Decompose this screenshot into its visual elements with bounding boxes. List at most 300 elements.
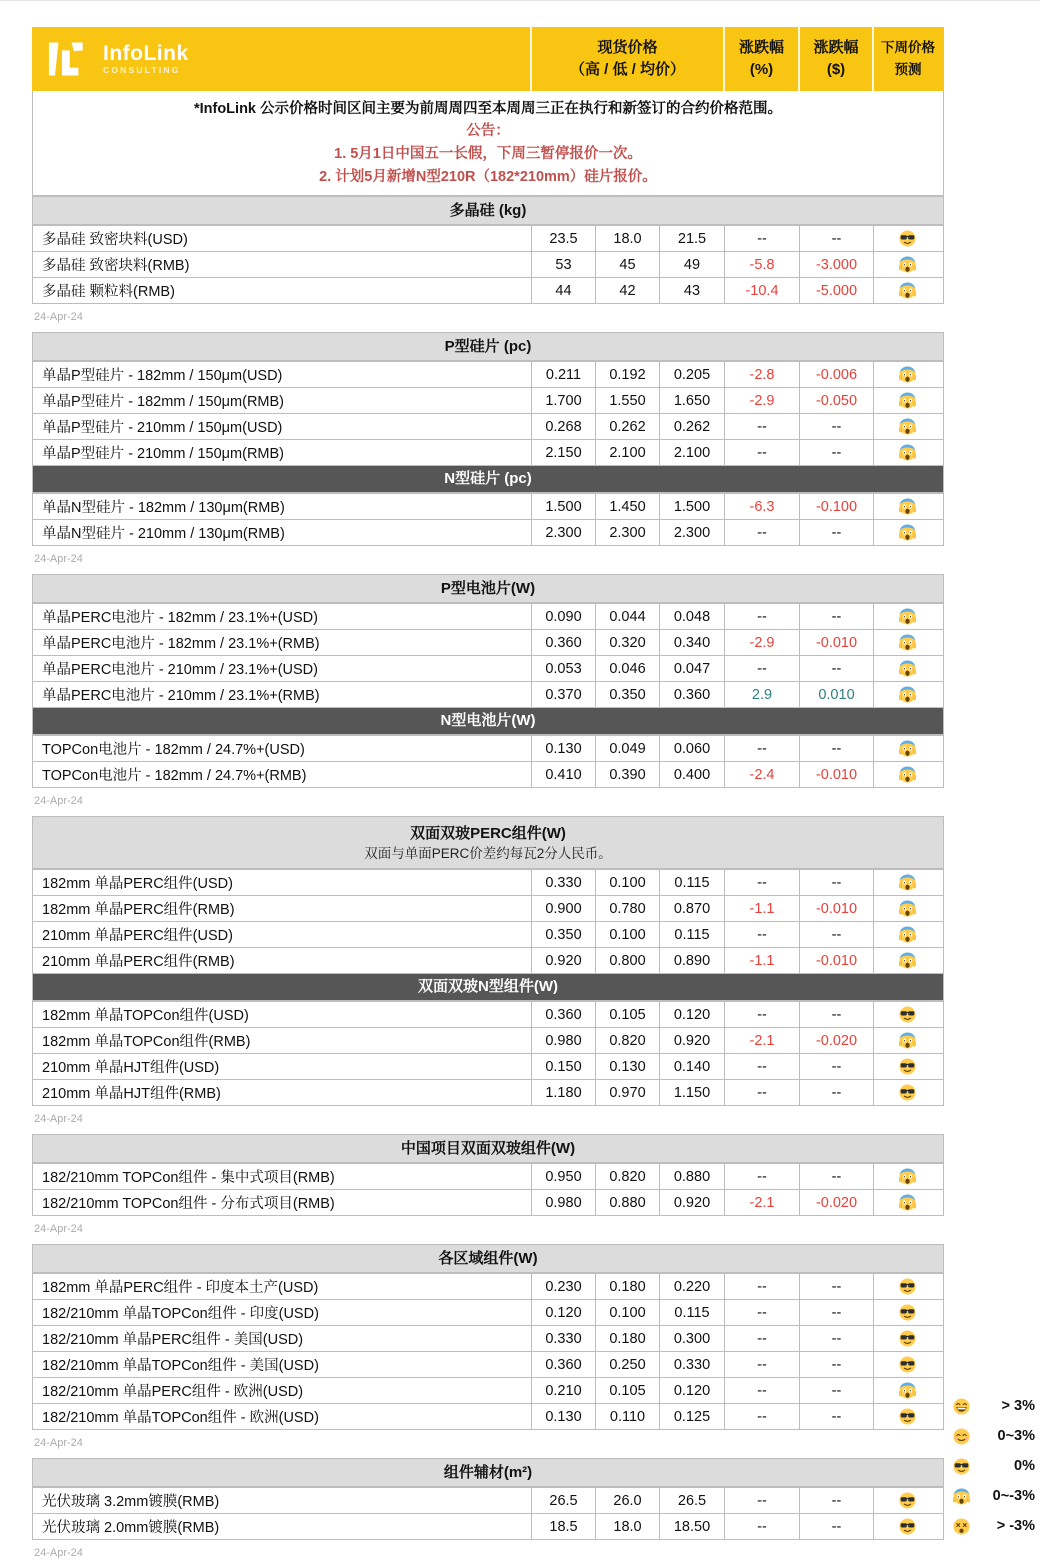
column-header-change-percent xyxy=(723,27,798,91)
emoji-scream-icon xyxy=(899,282,916,299)
brand-header-cell xyxy=(32,27,530,91)
change-usd: -5.000 xyxy=(799,278,873,303)
section-header xyxy=(33,465,943,493)
price-table-group xyxy=(32,1244,944,1430)
legend-label: 0% xyxy=(1014,1458,1035,1474)
date-stamp: 24-Apr-24 xyxy=(34,1437,83,1449)
forecast-cell xyxy=(873,1190,941,1215)
price-average: 0.330 xyxy=(659,1352,724,1377)
forecast-cell xyxy=(873,1326,941,1351)
announcement-item-2: 2. 计划5月新增N型210R（182*210mm）硅片报价。 xyxy=(319,169,657,185)
change-usd: -0.010 xyxy=(799,762,873,787)
price-high: 0.211 xyxy=(531,362,595,387)
change-percent: -- xyxy=(724,1378,799,1403)
section-header xyxy=(33,973,943,1001)
table-row xyxy=(33,225,943,251)
change-usd: -0.100 xyxy=(799,494,873,519)
section-header xyxy=(33,1135,943,1163)
emoji-scream-icon xyxy=(899,444,916,461)
change-percent: -- xyxy=(724,1514,799,1539)
forecast-cell xyxy=(873,682,941,707)
section-subtitle: 双面与单面PERC价差约每瓦2分人民币。 xyxy=(364,846,612,861)
row-label: 多晶硅 致密块料(USD) xyxy=(42,232,188,248)
price-average: 0.340 xyxy=(659,630,724,655)
price-average: 1.500 xyxy=(659,494,724,519)
price-average: 0.120 xyxy=(659,1378,724,1403)
section-title: 各区域组件(W) xyxy=(438,1249,538,1267)
change-usd: -- xyxy=(799,1164,873,1189)
row-label: 单晶P型硅片 - 182mm / 150μm(USD) xyxy=(42,368,283,384)
section-title: 多晶硅 (kg) xyxy=(449,201,527,219)
row-label: 单晶P型硅片 - 210mm / 150μm(USD) xyxy=(42,420,283,436)
price-table-groups xyxy=(32,196,944,1568)
emoji-cool-icon xyxy=(899,1518,916,1535)
change-percent: -- xyxy=(724,520,799,545)
price-average: 0.205 xyxy=(659,362,724,387)
change-percent: -- xyxy=(724,870,799,895)
emoji-dizzy-icon xyxy=(953,1518,970,1535)
legend-label: > -3% xyxy=(996,1518,1035,1534)
table-row xyxy=(33,1487,943,1513)
legend-item xyxy=(953,1391,1035,1421)
row-label: 182/210mm 单晶PERC组件 - 欧洲(USD) xyxy=(42,1384,304,1400)
price-low: 45 xyxy=(595,252,659,277)
price-average: 0.262 xyxy=(659,414,724,439)
table-row xyxy=(33,1351,943,1377)
price-low: 0.110 xyxy=(595,1404,659,1429)
price-high: 0.360 xyxy=(531,1002,595,1027)
change-usd: -- xyxy=(799,1274,873,1299)
row-label: 182mm 单晶TOPCon组件(RMB) xyxy=(42,1034,251,1050)
price-table-group xyxy=(32,574,944,788)
change-usd: -- xyxy=(799,1080,873,1105)
legend-item xyxy=(953,1451,1035,1481)
forecast-cell xyxy=(873,388,941,413)
section-header xyxy=(33,333,943,361)
table-row xyxy=(33,947,943,973)
forecast-cell xyxy=(873,896,941,921)
section-header xyxy=(33,1459,943,1487)
forecast-cell xyxy=(873,1274,941,1299)
change-percent: -2.9 xyxy=(724,388,799,413)
price-average: 1.150 xyxy=(659,1080,724,1105)
price-high: 0.360 xyxy=(531,1352,595,1377)
price-average: 0.047 xyxy=(659,656,724,681)
table-row xyxy=(33,735,943,761)
emoji-cool-icon xyxy=(899,1356,916,1373)
price-average: 0.115 xyxy=(659,922,724,947)
price-low: 42 xyxy=(595,278,659,303)
change-usd-title: 涨跌幅 xyxy=(813,39,859,56)
price-high: 0.150 xyxy=(531,1054,595,1079)
price-low: 2.100 xyxy=(595,440,659,465)
section-title: P型硅片 (pc) xyxy=(444,337,532,355)
table-row xyxy=(33,655,943,681)
emoji-cool-icon xyxy=(899,1058,916,1075)
row-label: 210mm 单晶HJT组件(RMB) xyxy=(42,1086,221,1102)
forecast-cell xyxy=(873,414,941,439)
row-label: 182mm 单晶TOPCon组件(USD) xyxy=(42,1008,249,1024)
emoji-cool-icon xyxy=(953,1458,970,1475)
price-low: 0.780 xyxy=(595,896,659,921)
forecast-cell xyxy=(873,870,941,895)
table-row xyxy=(33,603,943,629)
change-percent: -- xyxy=(724,1054,799,1079)
price-low: 1.450 xyxy=(595,494,659,519)
change-usd: -- xyxy=(799,440,873,465)
price-average: 0.300 xyxy=(659,1326,724,1351)
price-high: 0.980 xyxy=(531,1028,595,1053)
change-percent: -- xyxy=(724,1404,799,1429)
price-low: 0.180 xyxy=(595,1274,659,1299)
price-low: 0.130 xyxy=(595,1054,659,1079)
emoji-scream-icon xyxy=(899,740,916,757)
price-low: 1.550 xyxy=(595,388,659,413)
price-table-sheet xyxy=(32,27,944,1568)
change-usd: 0.010 xyxy=(799,682,873,707)
row-label: 光伏玻璃 3.2mm镀膜(RMB) xyxy=(42,1494,220,1510)
change-usd: -- xyxy=(799,656,873,681)
price-low: 0.320 xyxy=(595,630,659,655)
row-label: 182mm 单晶PERC组件(USD) xyxy=(42,876,233,892)
change-usd: -0.010 xyxy=(799,896,873,921)
table-row xyxy=(33,761,943,787)
price-high: 1.700 xyxy=(531,388,595,413)
spot-price-title: 现货价格 xyxy=(597,39,658,56)
emoji-scream-icon xyxy=(899,874,916,891)
price-average: 0.115 xyxy=(659,870,724,895)
forecast-cell xyxy=(873,604,941,629)
change-percent: -- xyxy=(724,414,799,439)
table-row xyxy=(33,251,943,277)
price-table-group xyxy=(32,816,944,1106)
legend-label: > 3% xyxy=(1001,1398,1035,1414)
announcement-item-1: 1. 5月1日中国五一长假，下周三暂停报价一次。 xyxy=(334,146,642,162)
table-row xyxy=(33,1299,943,1325)
emoji-scream-icon xyxy=(899,498,916,515)
date-stamp: 24-Apr-24 xyxy=(34,1113,83,1125)
price-high: 1.180 xyxy=(531,1080,595,1105)
price-low: 18.0 xyxy=(595,226,659,251)
table-row xyxy=(33,387,943,413)
change-percent: -- xyxy=(724,736,799,761)
emoji-cool-icon xyxy=(899,1304,916,1321)
forecast-cell xyxy=(873,440,941,465)
change-percent: -- xyxy=(724,922,799,947)
price-average: 0.220 xyxy=(659,1274,724,1299)
price-low: 0.044 xyxy=(595,604,659,629)
row-label: 210mm 单晶HJT组件(USD) xyxy=(42,1060,220,1076)
emoji-scream-icon xyxy=(899,418,916,435)
price-low: 2.300 xyxy=(595,520,659,545)
emoji-scream-icon xyxy=(953,1488,970,1505)
price-average: 43 xyxy=(659,278,724,303)
section-header xyxy=(33,817,943,869)
row-label: 182/210mm 单晶PERC组件 - 美国(USD) xyxy=(42,1332,304,1348)
price-average: 0.920 xyxy=(659,1190,724,1215)
section-title: N型硅片 (pc) xyxy=(444,470,532,487)
emoji-scream-icon xyxy=(899,900,916,917)
forecast-cell xyxy=(873,1352,941,1377)
change-usd-subtitle: ($) xyxy=(826,61,846,78)
table-row xyxy=(33,629,943,655)
row-label: 182mm 单晶PERC组件 - 印度本土产(USD) xyxy=(42,1280,319,1296)
row-label: 210mm 单晶PERC组件(RMB) xyxy=(42,954,235,970)
price-high: 44 xyxy=(531,278,595,303)
price-average: 0.140 xyxy=(659,1054,724,1079)
price-high: 0.053 xyxy=(531,656,595,681)
price-low: 0.820 xyxy=(595,1028,659,1053)
forecast-cell xyxy=(873,922,941,947)
section-header xyxy=(33,707,943,735)
forecast-cell xyxy=(873,762,941,787)
change-usd: -0.010 xyxy=(799,630,873,655)
emoji-scream-icon xyxy=(899,608,916,625)
row-label: 单晶N型硅片 - 182mm / 130μm(RMB) xyxy=(42,500,285,516)
date-stamp: 24-Apr-24 xyxy=(34,311,83,323)
forecast-cell xyxy=(873,1378,941,1403)
forecast-cell xyxy=(873,1164,941,1189)
emoji-scream-icon xyxy=(899,766,916,783)
price-low: 18.0 xyxy=(595,1514,659,1539)
table-row xyxy=(33,277,943,303)
row-label: 单晶P型硅片 - 210mm / 150μm(RMB) xyxy=(42,446,284,462)
price-high: 18.5 xyxy=(531,1514,595,1539)
change-percent: -1.1 xyxy=(724,948,799,973)
change-percent: -- xyxy=(724,1164,799,1189)
price-average: 2.300 xyxy=(659,520,724,545)
forecast-cell xyxy=(873,362,941,387)
legend-label: 0~-3% xyxy=(992,1488,1035,1504)
change-percent: -10.4 xyxy=(724,278,799,303)
brand-name: InfoLink xyxy=(103,42,189,65)
price-low: 0.192 xyxy=(595,362,659,387)
change-usd: -- xyxy=(799,520,873,545)
legend-label: 0~3% xyxy=(997,1428,1035,1444)
change-percent: -- xyxy=(724,1326,799,1351)
price-low: 0.390 xyxy=(595,762,659,787)
change-usd: -- xyxy=(799,1378,873,1403)
emoji-scream-icon xyxy=(899,952,916,969)
price-average: 2.100 xyxy=(659,440,724,465)
price-low: 0.820 xyxy=(595,1164,659,1189)
change-usd: -- xyxy=(799,414,873,439)
price-high: 53 xyxy=(531,252,595,277)
price-average: 1.650 xyxy=(659,388,724,413)
price-average: 0.125 xyxy=(659,1404,724,1429)
row-label: 210mm 单晶PERC组件(USD) xyxy=(42,928,233,944)
section-title: P型电池片(W) xyxy=(440,579,536,597)
section-title: 双面双玻N型组件(W) xyxy=(418,978,558,995)
forecast-cell xyxy=(873,1404,941,1429)
legend-item xyxy=(953,1421,1035,1451)
change-usd: -- xyxy=(799,1054,873,1079)
forecast-title: 下周价格 xyxy=(881,40,935,55)
emoji-scream-icon xyxy=(899,366,916,383)
forecast-cell xyxy=(873,656,941,681)
price-high: 0.330 xyxy=(531,1326,595,1351)
change-percent: -1.1 xyxy=(724,896,799,921)
section-title: 双面双玻PERC组件(W) xyxy=(410,825,566,842)
change-percent: -5.8 xyxy=(724,252,799,277)
price-high: 0.120 xyxy=(531,1300,595,1325)
column-header-spot-price xyxy=(530,27,723,91)
table-row xyxy=(33,1273,943,1299)
price-high: 0.370 xyxy=(531,682,595,707)
price-average: 0.890 xyxy=(659,948,724,973)
column-header-change-usd xyxy=(798,27,872,91)
change-percent: -2.1 xyxy=(724,1190,799,1215)
change-percent: -- xyxy=(724,1300,799,1325)
section-header xyxy=(33,197,943,225)
price-low: 26.0 xyxy=(595,1488,659,1513)
table-row xyxy=(33,681,943,707)
forecast-legend xyxy=(953,1391,1035,1541)
table-row xyxy=(33,1513,943,1539)
forecast-cell xyxy=(873,1080,941,1105)
legend-item xyxy=(953,1511,1035,1541)
row-label: 光伏玻璃 2.0mm镀膜(RMB) xyxy=(42,1520,220,1536)
change-percent: -2.1 xyxy=(724,1028,799,1053)
price-average: 0.060 xyxy=(659,736,724,761)
row-label: 单晶PERC电池片 - 182mm / 23.1%+(USD) xyxy=(42,610,318,626)
table-row xyxy=(33,869,943,895)
change-percent: -- xyxy=(724,1274,799,1299)
price-average: 0.360 xyxy=(659,682,724,707)
price-high: 0.230 xyxy=(531,1274,595,1299)
price-average: 26.5 xyxy=(659,1488,724,1513)
change-usd: -- xyxy=(799,604,873,629)
emoji-scream-icon xyxy=(899,660,916,677)
change-percent: -- xyxy=(724,1352,799,1377)
forecast-cell xyxy=(873,252,941,277)
price-high: 0.360 xyxy=(531,630,595,655)
forecast-cell xyxy=(873,520,941,545)
change-usd: -- xyxy=(799,1404,873,1429)
row-label: 182/210mm TOPCon组件 - 集中式项目(RMB) xyxy=(42,1170,335,1186)
change-percent: -- xyxy=(724,1002,799,1027)
forecast-cell xyxy=(873,1054,941,1079)
change-usd: -- xyxy=(799,1352,873,1377)
emoji-grin-icon xyxy=(953,1398,970,1415)
price-low: 0.046 xyxy=(595,656,659,681)
forecast-cell xyxy=(873,278,941,303)
price-high: 0.130 xyxy=(531,736,595,761)
price-average: 0.870 xyxy=(659,896,724,921)
emoji-scream-icon xyxy=(899,634,916,651)
section-header xyxy=(33,1245,943,1273)
change-usd: -0.006 xyxy=(799,362,873,387)
change-percent: 2.9 xyxy=(724,682,799,707)
forecast-cell xyxy=(873,1002,941,1027)
infolink-logo-icon xyxy=(42,39,94,79)
change-usd: -- xyxy=(799,922,873,947)
row-label: 182mm 单晶PERC组件(RMB) xyxy=(42,902,235,918)
change-usd: -3.000 xyxy=(799,252,873,277)
forecast-cell xyxy=(873,494,941,519)
table-row xyxy=(33,921,943,947)
section-title: N型电池片(W) xyxy=(440,712,536,729)
row-label: TOPCon电池片 - 182mm / 24.7%+(USD) xyxy=(42,742,305,758)
change-percent: -6.3 xyxy=(724,494,799,519)
price-low: 0.105 xyxy=(595,1002,659,1027)
price-high: 0.920 xyxy=(531,948,595,973)
emoji-cool-icon xyxy=(899,1408,916,1425)
date-stamp: 24-Apr-24 xyxy=(34,795,83,807)
price-average: 0.120 xyxy=(659,1002,724,1027)
price-high: 0.210 xyxy=(531,1378,595,1403)
table-row xyxy=(33,895,943,921)
price-table-group xyxy=(32,196,944,304)
price-low: 0.800 xyxy=(595,948,659,973)
forecast-cell xyxy=(873,630,941,655)
emoji-scream-icon xyxy=(899,1032,916,1049)
change-usd: -- xyxy=(799,226,873,251)
price-low: 0.880 xyxy=(595,1190,659,1215)
row-label: 单晶PERC电池片 - 210mm / 23.1%+(USD) xyxy=(42,662,318,678)
price-high: 0.330 xyxy=(531,870,595,895)
emoji-scream-icon xyxy=(899,1382,916,1399)
row-label: 多晶硅 颗粒料(RMB) xyxy=(42,284,175,300)
row-label: 182/210mm 单晶TOPCon组件 - 印度(USD) xyxy=(42,1306,319,1322)
emoji-cool-icon xyxy=(899,1006,916,1023)
price-low: 0.970 xyxy=(595,1080,659,1105)
price-table-group xyxy=(32,1458,944,1540)
change-usd: -- xyxy=(799,1326,873,1351)
brand-subtitle: CONSULTING xyxy=(103,65,181,75)
price-average: 0.048 xyxy=(659,604,724,629)
row-label: 182/210mm 单晶TOPCon组件 - 欧洲(USD) xyxy=(42,1410,319,1426)
price-high: 0.130 xyxy=(531,1404,595,1429)
price-low: 0.250 xyxy=(595,1352,659,1377)
emoji-cool-icon xyxy=(899,1084,916,1101)
price-table-group xyxy=(32,1134,944,1216)
change-percent: -- xyxy=(724,1080,799,1105)
change-usd: -0.010 xyxy=(799,948,873,973)
brand-text xyxy=(103,42,189,76)
table-row xyxy=(33,1079,943,1105)
date-stamp: 24-Apr-24 xyxy=(34,1547,83,1559)
date-stamp: 24-Apr-24 xyxy=(34,553,83,565)
price-high: 23.5 xyxy=(531,226,595,251)
change-percent: -- xyxy=(724,440,799,465)
price-high: 0.900 xyxy=(531,896,595,921)
row-label: 多晶硅 致密块料(RMB) xyxy=(42,258,190,274)
table-row xyxy=(33,439,943,465)
change-usd: -0.020 xyxy=(799,1028,873,1053)
table-row xyxy=(33,1001,943,1027)
change-usd: -- xyxy=(799,736,873,761)
price-high: 0.410 xyxy=(531,762,595,787)
legend-item xyxy=(953,1481,1035,1511)
emoji-scream-icon xyxy=(899,256,916,273)
change-usd: -- xyxy=(799,1488,873,1513)
row-label: 182/210mm TOPCon组件 - 分布式项目(RMB) xyxy=(42,1196,335,1212)
emoji-cool-icon xyxy=(899,1330,916,1347)
table-row xyxy=(33,519,943,545)
change-usd: -- xyxy=(799,870,873,895)
row-label: TOPCon电池片 - 182mm / 24.7%+(RMB) xyxy=(42,768,307,784)
price-average: 0.920 xyxy=(659,1028,724,1053)
announcement-label: 公告： xyxy=(466,123,510,139)
forecast-cell xyxy=(873,1488,941,1513)
change-percent: -2.8 xyxy=(724,362,799,387)
forecast-cell xyxy=(873,736,941,761)
price-low: 0.100 xyxy=(595,870,659,895)
forecast-subtitle: 预测 xyxy=(894,62,922,77)
row-label: 单晶P型硅片 - 182mm / 150μm(RMB) xyxy=(42,394,284,410)
price-average: 49 xyxy=(659,252,724,277)
